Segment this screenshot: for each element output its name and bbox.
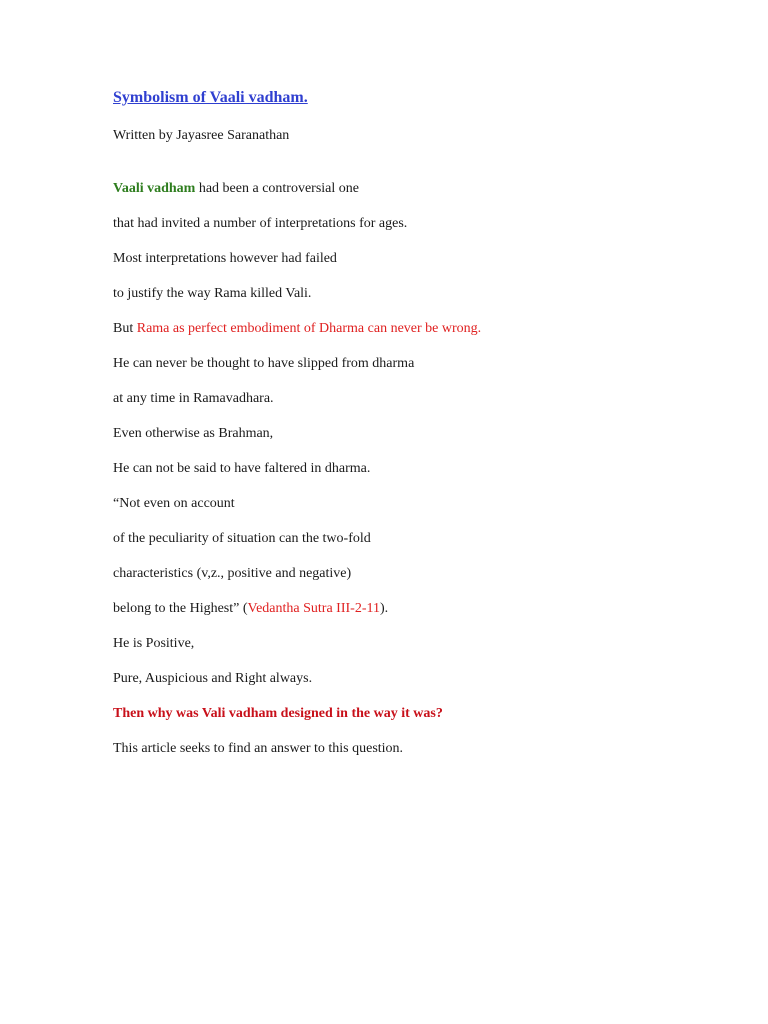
text-line: Even otherwise as Brahman, bbox=[113, 426, 274, 441]
text-line bbox=[113, 320, 481, 355]
text-line: Most interpretations however had failed bbox=[113, 251, 337, 266]
text-line: “Not even on account bbox=[113, 496, 235, 511]
text-line: characteristics (v,z., positive and negative) bbox=[113, 566, 352, 581]
text-line: of the peculiarity of situation can the two-fold bbox=[113, 531, 371, 546]
text-segment: ). bbox=[379, 601, 389, 616]
text-segment: had been a controversial one bbox=[195, 181, 359, 196]
text-line: He can not be said to have faltered in dharma. bbox=[113, 461, 371, 476]
question-line: Then why was Vali vadham designed in the way it was? bbox=[113, 706, 443, 721]
highlight-red: Rama as perfect embodiment of Dharma can never be wrong. bbox=[136, 321, 482, 336]
highlight-red-citation: Vedantha Sutra III-2-11 bbox=[247, 601, 380, 616]
highlight-green: Vaali vadham bbox=[113, 181, 196, 196]
text-line: He is Positive, bbox=[113, 636, 195, 651]
text-line: at any time in Ramavadhara. bbox=[113, 391, 274, 406]
text-line: to justify the way Rama killed Vali. bbox=[113, 286, 312, 301]
document-title-link[interactable]: Symbolism of Vaali vadham. bbox=[113, 89, 308, 106]
text-segment: belong to the Highest” ( bbox=[113, 601, 248, 616]
body-text bbox=[113, 180, 481, 775]
text-line: Pure, Auspicious and Right always. bbox=[113, 671, 313, 686]
text-line bbox=[113, 180, 481, 215]
text-segment: But bbox=[113, 321, 137, 336]
text-line: He can never be thought to have slipped from dharma bbox=[113, 356, 415, 371]
text-line: This article seeks to find an answer to this question. bbox=[113, 741, 404, 756]
text-line bbox=[113, 600, 481, 635]
author-line: Written by Jayasree Saranathan bbox=[113, 128, 290, 143]
text-line: that had invited a number of interpretations for ages. bbox=[113, 216, 408, 231]
